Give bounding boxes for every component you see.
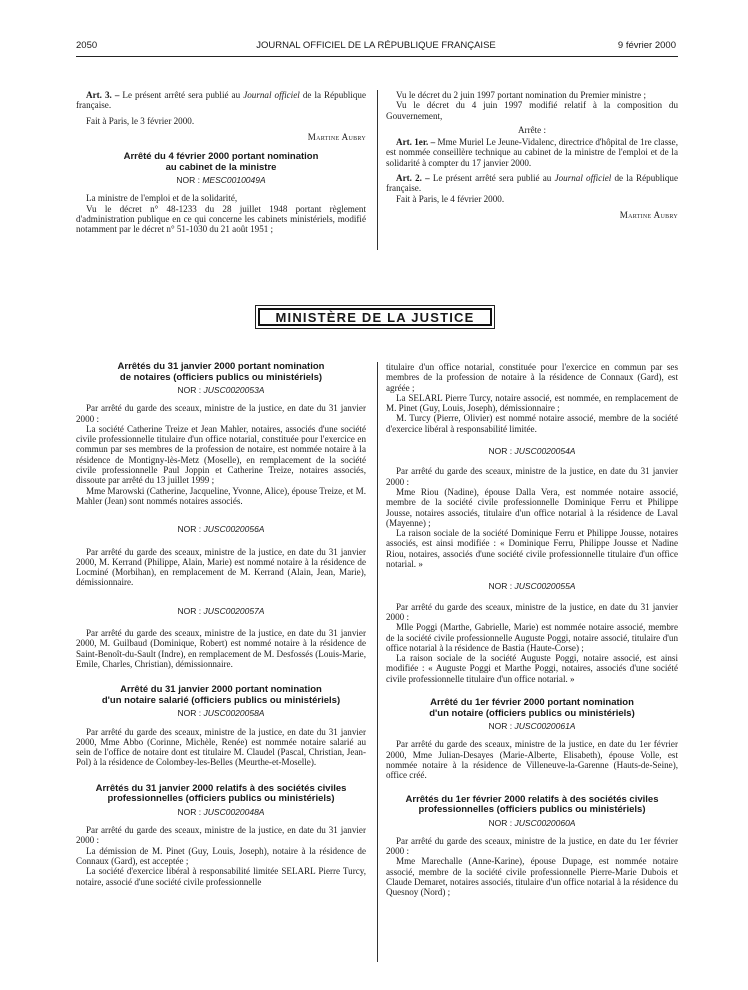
running-header [76, 40, 676, 54]
nor-reference: NOR : JUSC0020061A [488, 721, 576, 732]
nor-reference: NOR : MESC0010049A [176, 175, 266, 186]
paragraph: La raison sociale de la société Dominique Ferru et Philippe Jousse, notaires associés, est ainsi modifiée : « Dominique Ferru, Philippe Jousse et Nadine Riou, notaires, associés d'une société civile professionnelle titulaire d'un office notarial. » [386, 528, 678, 570]
paragraph: La raison sociale de la société Auguste Poggi, notaire associé, est ainsi modifiée : « Auguste Poggi et Marthe Poggi, notaires, associés d'une société civile professionnelle titulaire d'un office notarial. » [386, 653, 678, 684]
paragraph: La démission de M. Pinet (Guy, Louis, Joseph), notaire à la résidence de Connaux (Gard), est acceptée ; [76, 845, 366, 866]
top-right-column [386, 90, 678, 220]
right-column [386, 362, 678, 898]
signature: Martine Aubry [307, 131, 366, 142]
paragraph: Mme Riou (Nadine), épouse Dalla Vera, est nommée notaire associé, membre de la société civile professionnelle Dominique Ferru et Philippe Jousse, notaires associés, titulaire d'un office notarial à la résidence de Laval (Mayenne) ; [386, 486, 678, 528]
column-divider [377, 362, 378, 962]
paragraph: Par arrêté du garde des sceaux, ministre de la justice, en date du 31 janvier 2000, M. Guilbaud (Dominique, Robert) est nommé notaire à la résidence de Saint-Benoît-du-Sault (Indre), en remplacement de M. Desfossés (Louis-Marie, Emile, Charles, Christian), démissionnaire. [76, 628, 366, 669]
paragraph: Vu le décret du 4 juin 1997 modifié relatif à la composition du Gouvernement, [386, 100, 678, 121]
paragraph: Mme Marechalle (Anne-Karine), épouse Dupage, est nommée notaire associé, membre de la société civile professionnelle Pierre-Marie Dubois et Claude Demaret, notaires associés, titulaire d'un office notarial à la résidence du Quesnoy (Nord) ; [386, 856, 678, 898]
paragraph: La société Catherine Treize et Jean Mahler, notaires, associés d'une société civile professionnelle titulaire d'un office notarial, constituée pour l'exercice en commun par ses membres de la profession de notaire, est nommée notaire à la résidence de Montigny-lès-Metz (Moselle), en remplacement de la société civile professionnelle Paul Joppin et Catherine Treize, notaires associés, dissoute par arrêté du 13 juillet 1999 ; [76, 423, 366, 486]
article-3: Art. 3. – Le présent arrêté sera publié au Journal officiel de la République française. [76, 90, 366, 111]
column-divider [377, 90, 378, 250]
section-title: Arrêtés du 31 janvier 2000 relatifs à des sociétés civiles professionnelles (officiers publics ou ministériels) [95, 782, 347, 805]
nor-reference: NOR : JUSC0020056A [177, 524, 265, 535]
left-column [76, 362, 366, 887]
paragraph: Par arrêté du garde des sceaux, ministre de la justice, en date du 31 janvier 2000 : [386, 601, 678, 622]
article-2: Art. 2. – Le présent arrêté sera publié au Journal officiel de la République française. [386, 173, 678, 194]
arrete-heading: Arrête : [517, 124, 547, 135]
paragraph: Par arrêté du garde des sceaux, ministre de la justice, en date du 31 janvier 2000 : [76, 825, 366, 846]
header-rule [76, 56, 678, 57]
signature: Martine Aubry [619, 209, 678, 220]
paragraph: Mlle Poggi (Marthe, Gabrielle, Marie) est nommée notaire associé, membre de la société civile professionnelle Auguste Poggi, notaire associé, titulaire d'un office notarial à la résidence de Bastia (Haute-Corse) ; [386, 622, 678, 653]
paragraph: M. Turcy (Pierre, Olivier) est nommé notaire associé, membre de la société d'exercice libéral à responsabilité limitée. [386, 413, 678, 434]
nor-reference: NOR : JUSC0020057A [177, 605, 265, 616]
nor-reference: NOR : JUSC0020053A [177, 385, 265, 395]
nor-reference: NOR : JUSC0020048A [177, 806, 265, 817]
paragraph: Par arrêté du garde des sceaux, ministre de la justice, en date du 31 janvier 2000 : [386, 466, 678, 487]
fait-a-paris: Fait à Paris, le 4 février 2000. [396, 193, 505, 204]
nor-reference: NOR : JUSC0020058A [177, 708, 265, 719]
ministry-heading-box [255, 305, 495, 329]
paragraph: Vu le décret n° 48-1233 du 28 juillet 1948 portant règlement d'administration publique en ce qui concerne les cabinets ministériels, modifié notamment par le décret n° 51-1030 du 21 août 1951 ; [76, 203, 366, 235]
paragraph: Vu le décret du 2 juin 1997 portant nomination du Premier ministre ; [396, 90, 646, 100]
section-title: Arrêté du 1er février 2000 portant nomination d'un notaire (officiers publics ou ministériels) [429, 697, 635, 719]
paragraph: titulaire d'un office notarial, constituée pour l'exercice en commun par ses membres de la profession de notaire à la résidence de Connaux (Gard), est agréée ; [386, 362, 678, 393]
ministry-heading: MINISTÈRE DE LA JUSTICE [258, 308, 492, 326]
section-title: Arrêtés du 1er février 2000 relatifs à des sociétés civiles professionnelles (officiers publics ou ministériels) [405, 793, 659, 815]
article-1: Art. 1er. – Mme Muriel Le Jeune-Vidalenc, directrice d'hôpital de 1re classe, est nommée conseillère technique au cabinet de la ministre de l'emploi et de la solidarité à compter du 17 janvier 2000. [386, 137, 678, 168]
nor-reference: NOR : JUSC0020055A [488, 581, 576, 592]
section-title: Arrêtés du 31 janvier 2000 portant nomination de notaires (officiers publics ou ministériels) [117, 361, 325, 383]
section-title: Arrêté du 4 février 2000 portant nomination au cabinet de la ministre [123, 151, 319, 173]
paragraph: La SELARL Pierre Turcy, notaire associé, est nommée, en remplacement de M. Pinet (Guy, Louis, Joseph), démissionnaire ; [386, 392, 678, 414]
paragraph: La ministre de l'emploi et de la solidarité, [86, 193, 238, 204]
paragraph: Mme Marowski (Catherine, Jacqueline, Yvonne, Alice), épouse Treize, et M. Mahler (Jean) sont nommés notaires associés. [76, 485, 366, 506]
issue-date: 9 février 2000 [617, 40, 676, 51]
paragraph: La société d'exercice libéral à responsabilité limitée SELARL Pierre Turcy, notaire, associé d'une société civile professionnelle [76, 866, 366, 887]
top-left-column [76, 90, 366, 235]
paragraph: Par arrêté du garde des sceaux, ministre de la justice, en date du 31 janvier 2000, Mme Abbo (Corinne, Michèle, Renée) est nommée notaire salarié au sein de l'office de notaire dont est titulaire M. Claudel (Pascal, Christian, Jean-Pol) à la résidence de Colombey-les-Belles (Meurthe-et-Moselle). [76, 726, 366, 768]
paragraph: Par arrêté du garde des sceaux, ministre de la justice, en date du 1er février 2000, Mme Julian-Desayes (Marie-Alberte, Elisabeth), épouse Volle, est nommée notaire à la résidence de Villeneuve-la-Garenne (Hauts-de-Seine), office créé. [386, 739, 678, 781]
nor-reference: NOR : JUSC0020054A [488, 446, 576, 457]
nor-reference: NOR : JUSC0020060A [488, 817, 576, 828]
paragraph: Par arrêté du garde des sceaux, ministre de la justice, en date du 31 janvier 2000, M. Kerrand (Philippe, Alain, Marie) est nommé notaire à la résidence de Locminé (Morbihan), en remplacement de M. Kerrand (Alain, Jean, Marie), démissionnaire. [76, 546, 366, 588]
page-number: 2050 [76, 40, 98, 51]
fait-a-paris: Fait à Paris, le 3 février 2000. [86, 115, 195, 126]
paragraph: Par arrêté du garde des sceaux, ministre de la justice, en date du 1er février 2000 : [386, 835, 678, 857]
section-title: Arrêté du 31 janvier 2000 portant nomination d'un notaire salarié (officiers publics ou ministériels) [101, 684, 341, 706]
journal-title: JOURNAL OFFICIEL DE LA RÉPUBLIQUE FRANÇAISE [256, 40, 496, 51]
paragraph: Par arrêté du garde des sceaux, ministre de la justice, en date du 31 janvier 2000 : [76, 403, 366, 424]
